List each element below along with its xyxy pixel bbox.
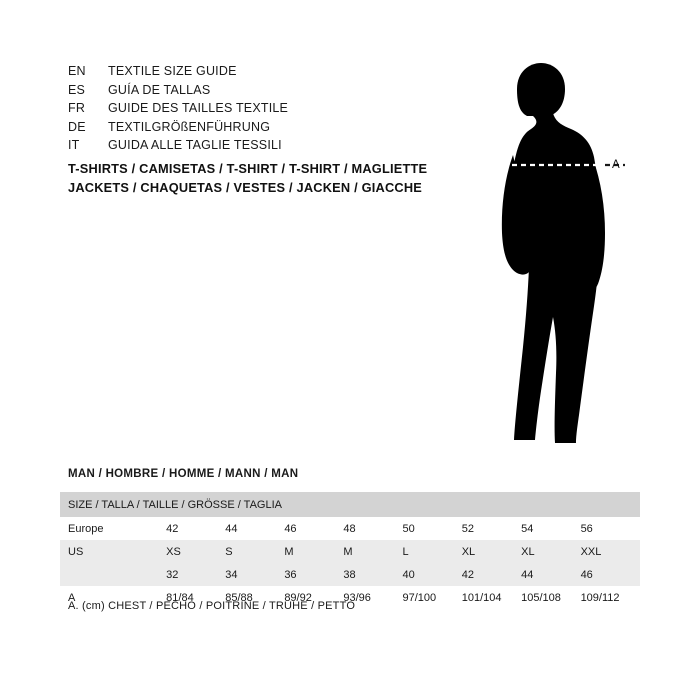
category-headings — [68, 160, 488, 197]
table-cell: 32 — [166, 563, 225, 586]
table-cell: 42 — [166, 517, 225, 540]
language-row — [68, 64, 448, 83]
table-cell: XL — [521, 540, 580, 563]
table-cell: XXL — [581, 540, 640, 563]
language-row — [68, 138, 448, 157]
table-cell: 85/88 — [225, 586, 284, 609]
table-cell: 46 — [581, 563, 640, 586]
table-title: MAN / HOMBRE / HOMME / MANN / MAN — [68, 468, 299, 480]
table-cell: 109/112 — [581, 586, 640, 609]
language-row — [68, 120, 448, 139]
table-cell: S — [225, 540, 284, 563]
table-cell: M — [284, 540, 343, 563]
category-tshirts: T-SHIRTS / CAMISETAS / T-SHIRT / T-SHIRT / MAGLIETTE — [68, 161, 428, 176]
language-text: GUIDA ALLE TAGLIE TESSILI — [108, 138, 282, 152]
table-header-label: SIZE / TALLA / TAILLE / GRÖSSE / TAGLIA — [68, 498, 282, 511]
man-silhouette-figure — [455, 55, 655, 455]
table-cell: XS — [166, 540, 225, 563]
language-text: TEXTILE SIZE GUIDE — [108, 64, 237, 78]
language-list — [68, 64, 448, 157]
table-cell: 46 — [284, 517, 343, 540]
table-cell: 48 — [343, 517, 402, 540]
language-text: TEXTILGRÖßENFÜHRUNG — [108, 119, 271, 134]
language-code: EN — [68, 64, 86, 78]
language-text: GUÍA DE TALLAS — [108, 82, 211, 97]
row-label: Europe — [60, 517, 166, 540]
language-code: ES — [68, 82, 86, 97]
table-cell: 52 — [462, 517, 521, 540]
row-label: A — [60, 586, 166, 609]
language-text: GUIDE DES TAILLES TEXTILE — [108, 101, 289, 115]
table-cell: 89/92 — [284, 586, 343, 609]
table-row — [60, 540, 640, 563]
table-cell: 105/108 — [521, 586, 580, 609]
table-cell: 54 — [521, 517, 580, 540]
language-code: FR — [68, 101, 86, 115]
table-row — [60, 517, 640, 540]
table-cell: XL — [462, 540, 521, 563]
language-code: DE — [68, 119, 86, 134]
table-cell: 50 — [402, 517, 461, 540]
table-cell: M — [343, 540, 402, 563]
table-cell: 38 — [343, 563, 402, 586]
table-cell: 44 — [225, 517, 284, 540]
table-header-row — [60, 492, 640, 517]
footnote: A. (cm) CHEST / PECHO / POITRINE / TRUHE / PETTO — [68, 600, 356, 612]
table-cell: 44 — [521, 563, 580, 586]
language-code: IT — [68, 138, 80, 152]
table-cell: 56 — [581, 517, 640, 540]
category-jackets: JACKETS / CHAQUETAS / VESTES / JACKEN / GIACCHE — [68, 179, 423, 195]
language-row — [68, 83, 448, 102]
table-cell: 42 — [462, 563, 521, 586]
chest-measure-line — [455, 55, 655, 455]
chest-measure-label: A — [612, 159, 620, 171]
table-cell: 101/104 — [462, 586, 521, 609]
table-cell: 40 — [402, 563, 461, 586]
table-cell: L — [402, 540, 461, 563]
table-cell: 36 — [284, 563, 343, 586]
table-cell: 81/84 — [166, 586, 225, 609]
language-row — [68, 101, 448, 120]
table-cell: 97/100 — [402, 586, 461, 609]
size-table — [60, 492, 640, 609]
row-label: US — [60, 540, 166, 563]
table-row — [60, 563, 640, 586]
table-cell: 34 — [225, 563, 284, 586]
row-label — [60, 563, 166, 586]
table-cell: 93/96 — [343, 586, 402, 609]
